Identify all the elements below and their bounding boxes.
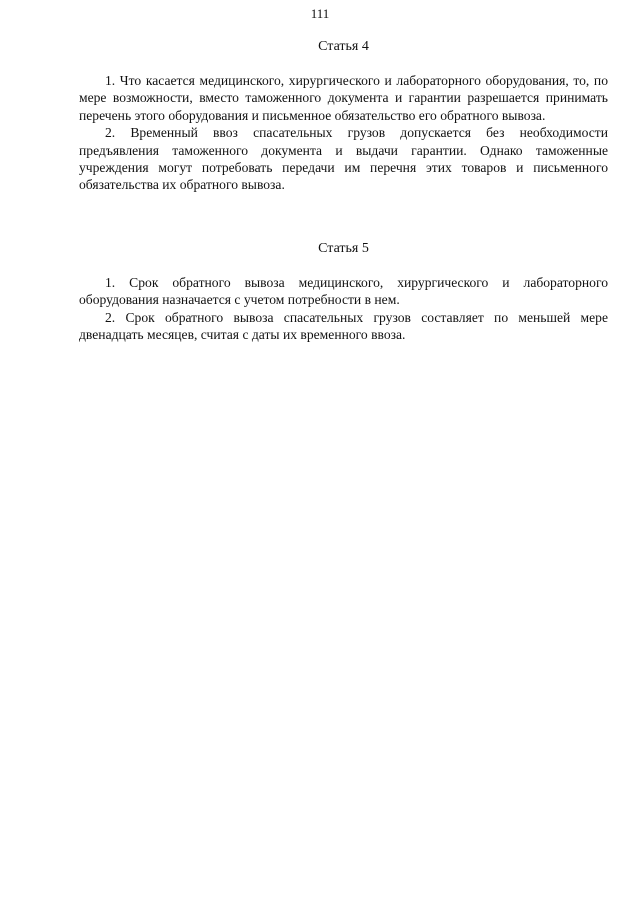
article-5-title: Статья 5 [318,241,369,256]
article-4-paragraph-1: 1. Что касается медицинского, хирургического и лабораторного оборудования, то, по мере возможности, вместо таможенного документа и гарантии разрешается принимать перечень этого оборудования и письменное обязательство его обратного вывоза. [79,73,608,123]
article-5-paragraph-1: 1. Срок обратного вывоза медицинского, хирургического и лабораторного оборудования назначается с учетом потребности в нем. [79,275,608,308]
article-5 [79,240,608,344]
article-5-paragraph-2: 2. Срок обратного вывоза спасательных грузов составляет по меньшей мере двенадцать месяцев, считая с даты их временного ввоза. [79,309,608,343]
page-number: 111 [310,6,330,21]
article-4-paragraph-2: 2. Временный ввоз спасательных грузов допускается без необходимости предъявления таможенного документа и выдачи гарантии. Однако таможенные учреждения могут потребовать передачи им перечня этих товаров и письменного обязательства их обратного вывоза. [79,125,608,193]
article-4-title: Статья 4 [318,39,369,54]
article-4 [79,38,608,194]
